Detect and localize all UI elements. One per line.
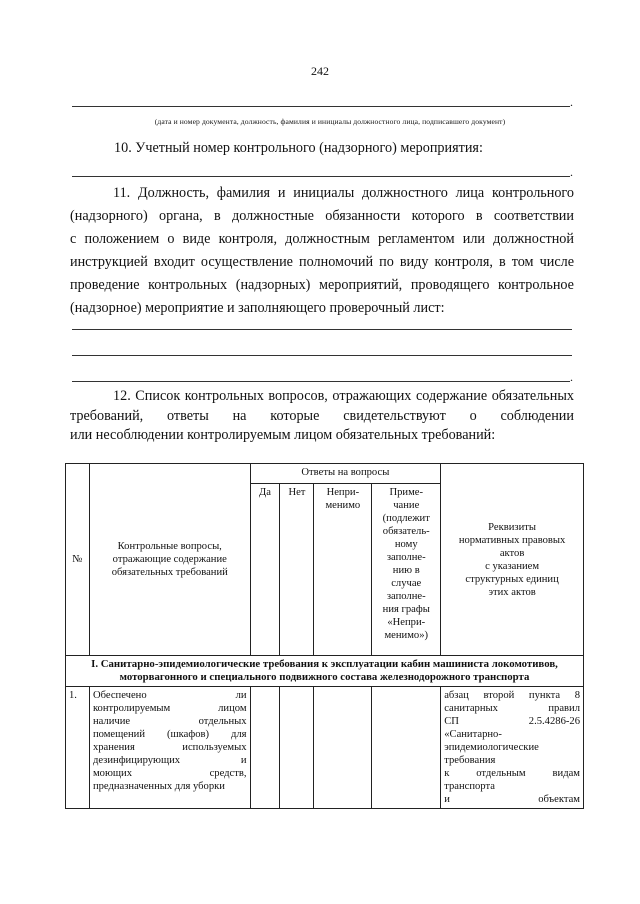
item-11-line: 11. Должность, фамилия и инициалы должностного лица контрольного: [113, 185, 574, 201]
table-header-row: [66, 464, 584, 484]
question-line: контролируемым лицом: [92, 703, 247, 714]
item-11-fill-line: [72, 381, 570, 382]
question-line: Обеспечено ли: [92, 690, 247, 701]
item-11-line: (надзорного) органа, в должностные обязанности которого в соответствии: [70, 208, 574, 224]
header-note: Приме- чание (подлежит обязатель- ному заполне- нию в случае заполне- ния графы «Непри- менимо»): [372, 484, 441, 656]
item-12-line: требований, ответы на которые свидетельствуют о соблюдении: [70, 407, 574, 424]
item-11-line: с положением о виде контроля, должностным регламентом или должностной: [70, 231, 574, 247]
question-line: предназначенных для уборки: [92, 781, 225, 792]
item-12-line: 12. Список контрольных вопросов, отражающих содержание обязательных: [113, 388, 574, 404]
question-line: наличие отдельных: [92, 716, 247, 727]
item-12-paragraph: [70, 387, 574, 446]
checklist-table: [65, 463, 584, 809]
item-12-line: или несоблюдении контролируемым лицом обязательных требований:: [70, 427, 496, 443]
answer-not-applicable-cell[interactable]: [314, 687, 372, 809]
page-number: 242: [311, 64, 329, 78]
item-11-line: (надзорное) мероприятие и заполняющего проверочный лист:: [70, 300, 445, 316]
requisite-line: СП 2.5.4286-26: [444, 716, 580, 727]
header-requisites: Реквизиты нормативных правовых актов с указанием структурных единиц этих актов: [441, 464, 584, 656]
signature-caption: (дата и номер документа, должность, фамилия и инициалы должностного лица, подписавшего документ): [154, 117, 506, 126]
requisite-line: транспорта: [444, 781, 495, 792]
line-end-dot: .: [570, 95, 573, 109]
section-title: I. Санитарно-эпидемиологические требования к эксплуатации кабин машиниста локомотивов, моторвагонного и специального подвижного состава железнодорожного транспорта: [66, 656, 584, 687]
line-end-dot: .: [570, 370, 573, 384]
line-end-dot: .: [570, 165, 573, 179]
requisite-line: и объектам: [444, 794, 580, 805]
question-line: моющих средств,: [92, 768, 247, 779]
row-num: 1.: [66, 687, 90, 809]
requisite-line: требования: [444, 755, 496, 766]
item-10-label: 10. Учетный номер контрольного (надзорного) мероприятия:: [114, 140, 483, 156]
row-requisites: [441, 687, 584, 809]
item-11-line: инструкцией входит осуществление полномочий по виду контроля, в том числе: [70, 254, 574, 270]
header-answers: Ответы на вопросы: [250, 464, 441, 484]
row-question: [89, 687, 250, 809]
header-num: №: [66, 464, 90, 656]
requisite-line: абзац второй пункта 8: [444, 690, 580, 701]
requisite-line: санитарных правил: [444, 703, 580, 714]
header-not-applicable: Непри- менимо: [314, 484, 372, 656]
answer-note-cell[interactable]: [372, 687, 441, 809]
item-11-fill-line: [72, 329, 572, 330]
answer-yes-cell[interactable]: [250, 687, 280, 809]
item-10-fill-line: [72, 176, 570, 177]
header-questions: Контрольные вопросы, отражающие содержание обязательных требований: [89, 464, 250, 656]
table-row: [66, 687, 584, 809]
item-11-paragraph: [70, 182, 574, 320]
item-11-line: проведение контрольных (надзорных) мероприятий, проводящего контрольное: [70, 277, 574, 293]
header-no: Нет: [280, 484, 314, 656]
requisite-line: к отдельным видам: [444, 768, 580, 779]
question-line: дезинфицирующих и: [92, 755, 247, 766]
signature-line: [72, 106, 570, 107]
requisite-line: эпидемиологические: [444, 742, 539, 753]
question-line: помещений (шкафов) для: [92, 729, 247, 740]
requisite-line: «Санитарно-: [444, 729, 502, 740]
header-yes: Да: [250, 484, 280, 656]
section-row: [66, 656, 584, 687]
answer-no-cell[interactable]: [280, 687, 314, 809]
item-11-fill-line: [72, 355, 572, 356]
question-line: хранения используемых: [92, 742, 247, 753]
